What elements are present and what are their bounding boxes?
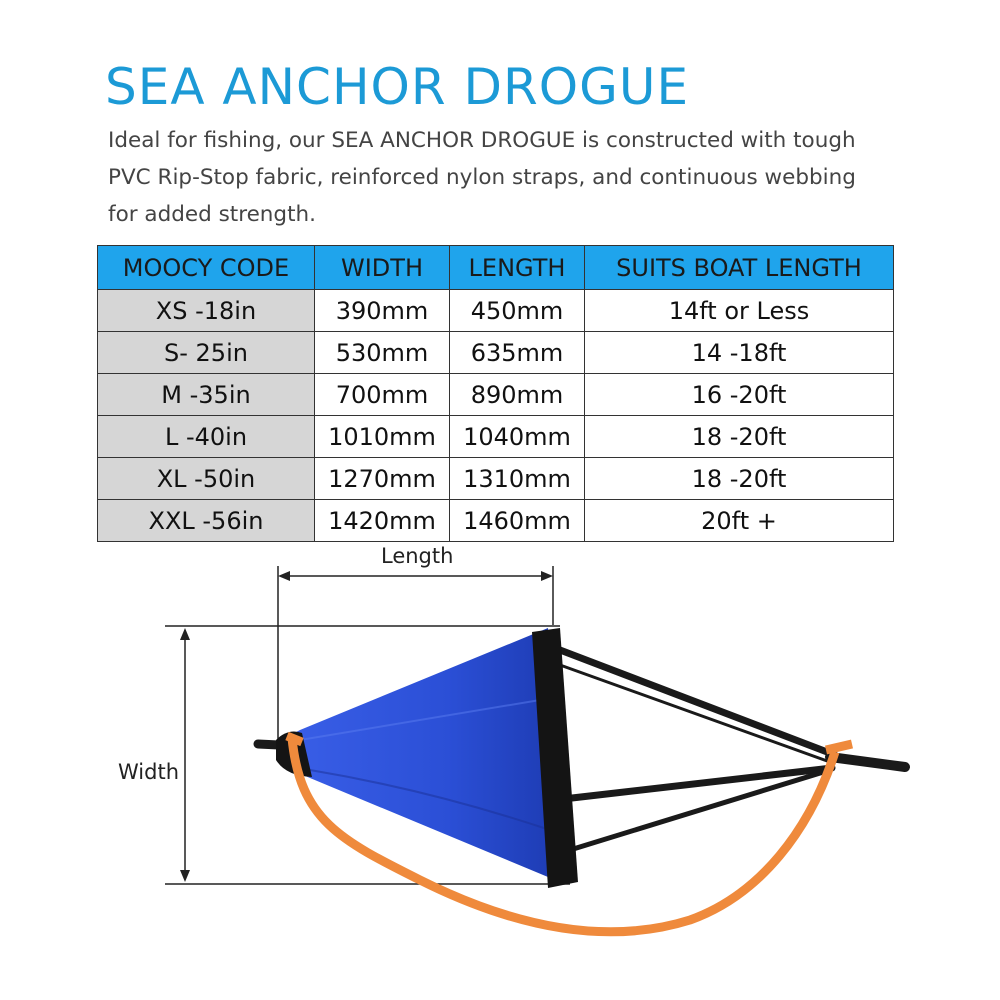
cell-width: 1270mm: [315, 458, 450, 500]
size-table: [97, 245, 894, 542]
cell-width: 700mm: [315, 374, 450, 416]
header-code: MOOCY CODE: [98, 246, 315, 290]
table-row: [98, 374, 894, 416]
cell-length: 1460mm: [450, 500, 585, 542]
table-row: [98, 416, 894, 458]
cell-length: 890mm: [450, 374, 585, 416]
table-row: [98, 500, 894, 542]
cell-boat-length: 18 -20ft: [585, 416, 894, 458]
product-description: Ideal for fishing, our SEA ANCHOR DROGUE is constructed with tough PVC Rip-Stop fabric, reinforced nylon straps, and continuous webbing for added strength.: [108, 128, 856, 227]
cell-code: XS -18in: [98, 290, 315, 332]
table-row: [98, 290, 894, 332]
cell-code: M -35in: [98, 374, 315, 416]
header-length: LENGTH: [450, 246, 585, 290]
cell-length: 1040mm: [450, 416, 585, 458]
cell-width: 530mm: [315, 332, 450, 374]
cell-code: S- 25in: [98, 332, 315, 374]
header-boat-length: SUITS BOAT LENGTH: [585, 246, 894, 290]
table-row: [98, 458, 894, 500]
cell-code: L -40in: [98, 416, 315, 458]
cell-width: 390mm: [315, 290, 450, 332]
cell-boat-length: 18 -20ft: [585, 458, 894, 500]
cell-boat-length: 20ft +: [585, 500, 894, 542]
cell-width: 1010mm: [315, 416, 450, 458]
table-header-row: [98, 246, 894, 290]
cell-length: 450mm: [450, 290, 585, 332]
drogue-diagram: [0, 540, 1000, 1000]
drogue-cone: [276, 628, 578, 888]
cell-code: XL -50in: [98, 458, 315, 500]
table-row: [98, 332, 894, 374]
cell-code: XXL -56in: [98, 500, 315, 542]
cell-length: 1310mm: [450, 458, 585, 500]
header-width: WIDTH: [315, 246, 450, 290]
cell-boat-length: 14ft or Less: [585, 290, 894, 332]
cell-boat-length: 16 -20ft: [585, 374, 894, 416]
cell-boat-length: 14 -18ft: [585, 332, 894, 374]
width-label: Width: [118, 760, 180, 784]
cell-width: 1420mm: [315, 500, 450, 542]
length-label: Length: [381, 544, 454, 568]
page-title: SEA ANCHOR DROGUE: [105, 58, 690, 116]
cell-length: 635mm: [450, 332, 585, 374]
